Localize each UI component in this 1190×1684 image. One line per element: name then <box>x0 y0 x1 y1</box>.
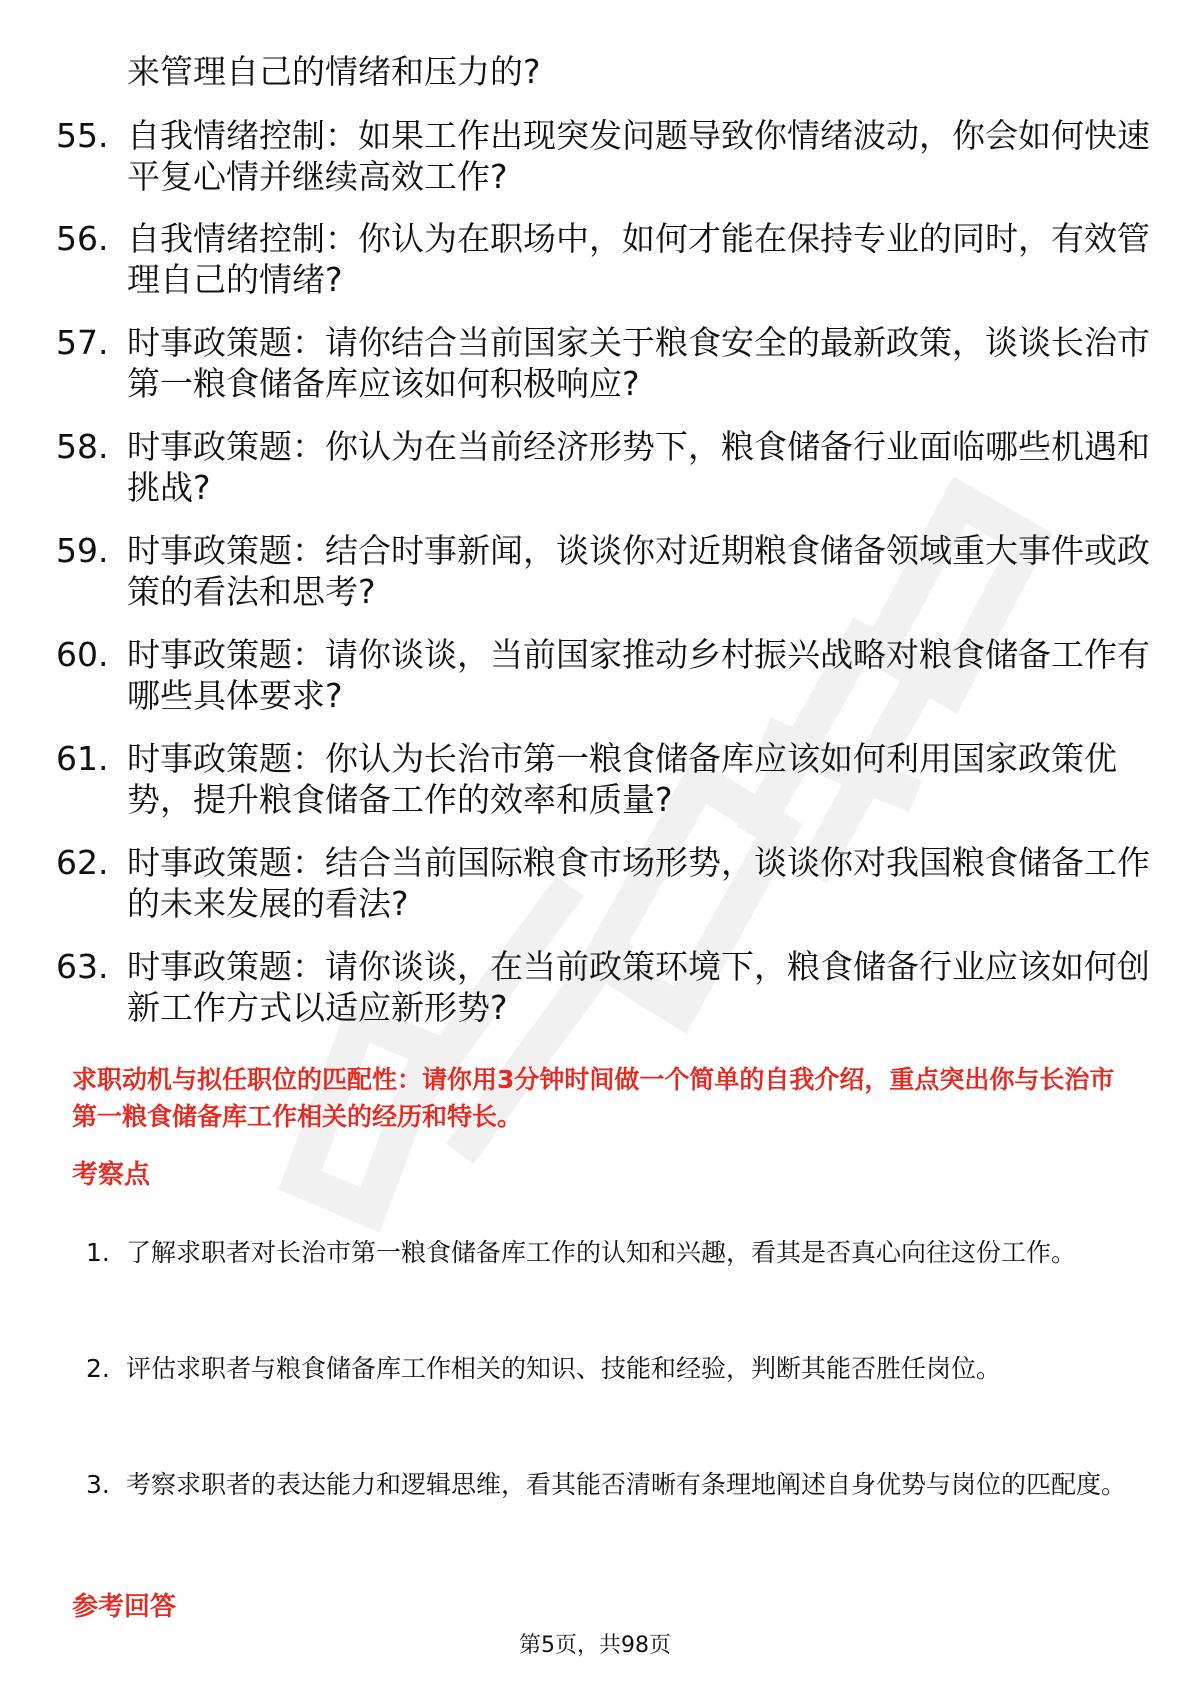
question-number: 61. <box>56 739 109 778</box>
question-text: 自我情绪控制：你认为在职场中，如何才能在保持专业的同时，有效管理自己的情绪? <box>127 219 1150 299</box>
question-text: 时事政策题：请你谈谈，当前国家推动乡村振兴战略对粮食储备工作有哪些具体要求? <box>127 635 1150 715</box>
question-number: 56. <box>56 219 109 258</box>
question-number: 59. <box>56 531 109 570</box>
question-number: 62. <box>56 843 109 882</box>
continued-question-text: 来管理自己的情绪和压力的? <box>127 52 541 91</box>
point-number: 1. <box>86 1238 110 1267</box>
point-text: 了解求职者对长治市第一粮食储备库工作的认知和兴趣，看其是否真心向往这份工作。 <box>126 1238 1077 1267</box>
question-text: 时事政策题：结合当前国际粮食市场形势，谈谈你对我国粮食储备工作的未来发展的看法? <box>127 843 1150 923</box>
question-text: 自我情绪控制：如果工作出现突发问题导致你情绪波动，你会如何快速平复心情并继续高效工作? <box>127 116 1150 196</box>
answer-heading: 参考回答 <box>72 1592 177 1622</box>
question-text: 时事政策题：请你结合当前国家关于粮食安全的最新政策，谈谈长治市第一粮食储备库应该如何积极响应? <box>127 323 1150 403</box>
assessment-heading: 考察点 <box>72 1160 151 1190</box>
question-number: 63. <box>56 947 109 986</box>
point-number: 3. <box>86 1470 110 1499</box>
point-text: 考察求职者的表达能力和逻辑思维，看其能否清晰有条理地阐述自身优势与岗位的匹配度。 <box>126 1470 1127 1499</box>
question-text: 时事政策题：你认为在当前经济形势下，粮食储备行业面临哪些机遇和挑战? <box>127 427 1150 507</box>
question-number: 57. <box>56 323 109 362</box>
question-number: 58. <box>56 427 109 466</box>
section-title: 求职动机与拟任职位的匹配性：请你用3分钟时间做一个简单的自我介绍，重点突出你与长治市第一粮食储备库工作相关的经历和特长。 <box>72 1065 1115 1131</box>
question-text: 时事政策题：你认为长治市第一粮食储备库应该如何利用国家政策优势，提升粮食储备工作的效率和质量? <box>127 739 1117 819</box>
question-text: 时事政策题：结合时事新闻，谈谈你对近期粮食储备领域重大事件或政策的看法和思考? <box>127 531 1150 611</box>
page-footer: 第5页，共98页 <box>519 1633 671 1658</box>
question-number: 55. <box>56 116 109 155</box>
question-number: 60. <box>56 635 109 674</box>
point-number: 2. <box>86 1354 110 1383</box>
question-text: 时事政策题：请你谈谈，在当前政策环境下，粮食储备行业应该如何创新工作方式以适应新形势? <box>127 947 1150 1027</box>
point-text: 评估求职者与粮食储备库工作相关的知识、技能和经验，判断其能否胜任岗位。 <box>126 1354 1002 1383</box>
